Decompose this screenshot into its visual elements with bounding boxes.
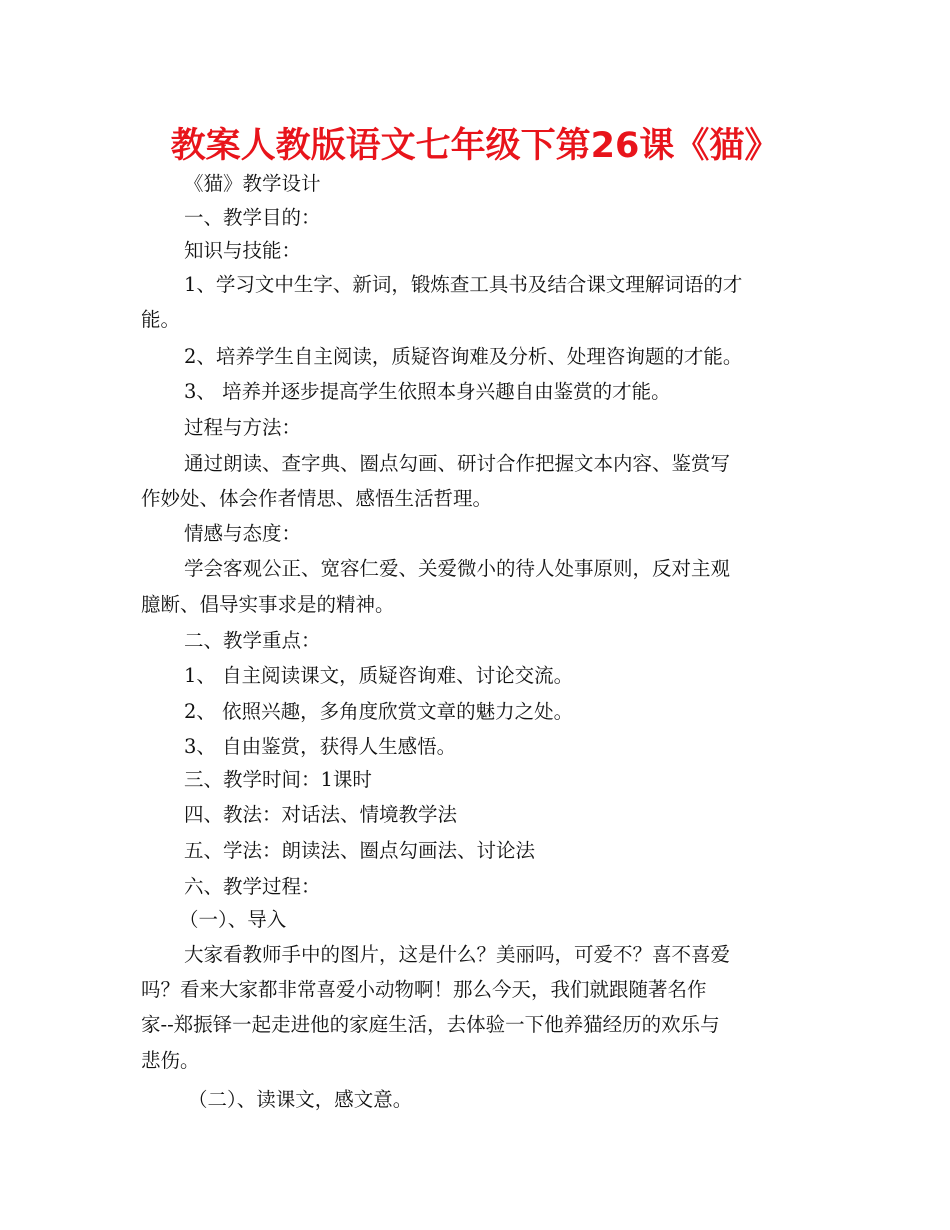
paragraph-line: 2、培养学生自主阅读，质疑咨询难及分析、处理咨询题的才能。 — [184, 345, 743, 368]
document-title: 教案人教版语文七年级下第26课《猫》 — [170, 126, 780, 166]
paragraph-line: 四、教法：对话法、情境教学法 — [184, 803, 458, 826]
paragraph-line: 通过朗读、查字典、圈点勾画、研讨合作把握文本内容、鉴赏写 — [184, 452, 731, 475]
paragraph-line: 过程与方法： — [184, 416, 302, 439]
paragraph-line: 学会客观公正、宽容仁爱、关爱微小的待人处事原则，反对主观 — [184, 557, 731, 580]
paragraph-line: 三、教学时间：1课时 — [184, 768, 372, 791]
paragraph-line: 能。 — [141, 308, 181, 331]
paragraph-line: （二）、读课文，感文意。 — [188, 1088, 413, 1111]
paragraph-line: 臆断、倡导实事求是的精神。 — [141, 593, 395, 616]
paragraph-line: 二、教学重点： — [184, 629, 321, 652]
paragraph-line: 一、教学目的： — [184, 206, 321, 229]
paragraph-line: 悲伤。 — [141, 1049, 200, 1072]
paragraph-line: 作妙处、体会作者情思、感悟生活哲理。 — [141, 487, 493, 510]
paragraph-line: 大家看教师手中的图片，这是什么？美丽吗，可爱不？喜不喜爱 — [184, 943, 731, 966]
paragraph-line: 情感与态度： — [184, 522, 302, 545]
paragraph-line: 六、教学过程： — [184, 875, 321, 898]
paragraph-line: 五、学法：朗读法、圈点勾画法、讨论法 — [184, 839, 536, 862]
paragraph-line: 《猫》教学设计 — [184, 172, 321, 195]
paragraph-line: 3、 培养并逐步提高学生依照本身兴趣自由鉴赏的才能。 — [184, 380, 671, 403]
paragraph-line: 1、 自主阅读课文，质疑咨询难、讨论交流。 — [184, 664, 574, 687]
paragraph-line: 3、 自由鉴赏，获得人生感悟。 — [184, 735, 457, 758]
paragraph-line: （一）、导入 — [179, 908, 287, 931]
paragraph-line: 知识与技能： — [184, 239, 302, 262]
paragraph-line: 家--郑振铎一起走进他的家庭生活，去体验一下他养猫经历的欢乐与 — [141, 1013, 720, 1036]
paragraph-line: 1、学习文中生字、新词，锻炼查工具书及结合课文理解词语的才 — [184, 273, 743, 296]
paragraph-line: 吗？看来大家都非常喜爱小动物啊！那么今天，我们就跟随著名作 — [141, 978, 707, 1001]
paragraph-line: 2、 依照兴趣，多角度欣赏文章的魅力之处。 — [184, 700, 574, 723]
